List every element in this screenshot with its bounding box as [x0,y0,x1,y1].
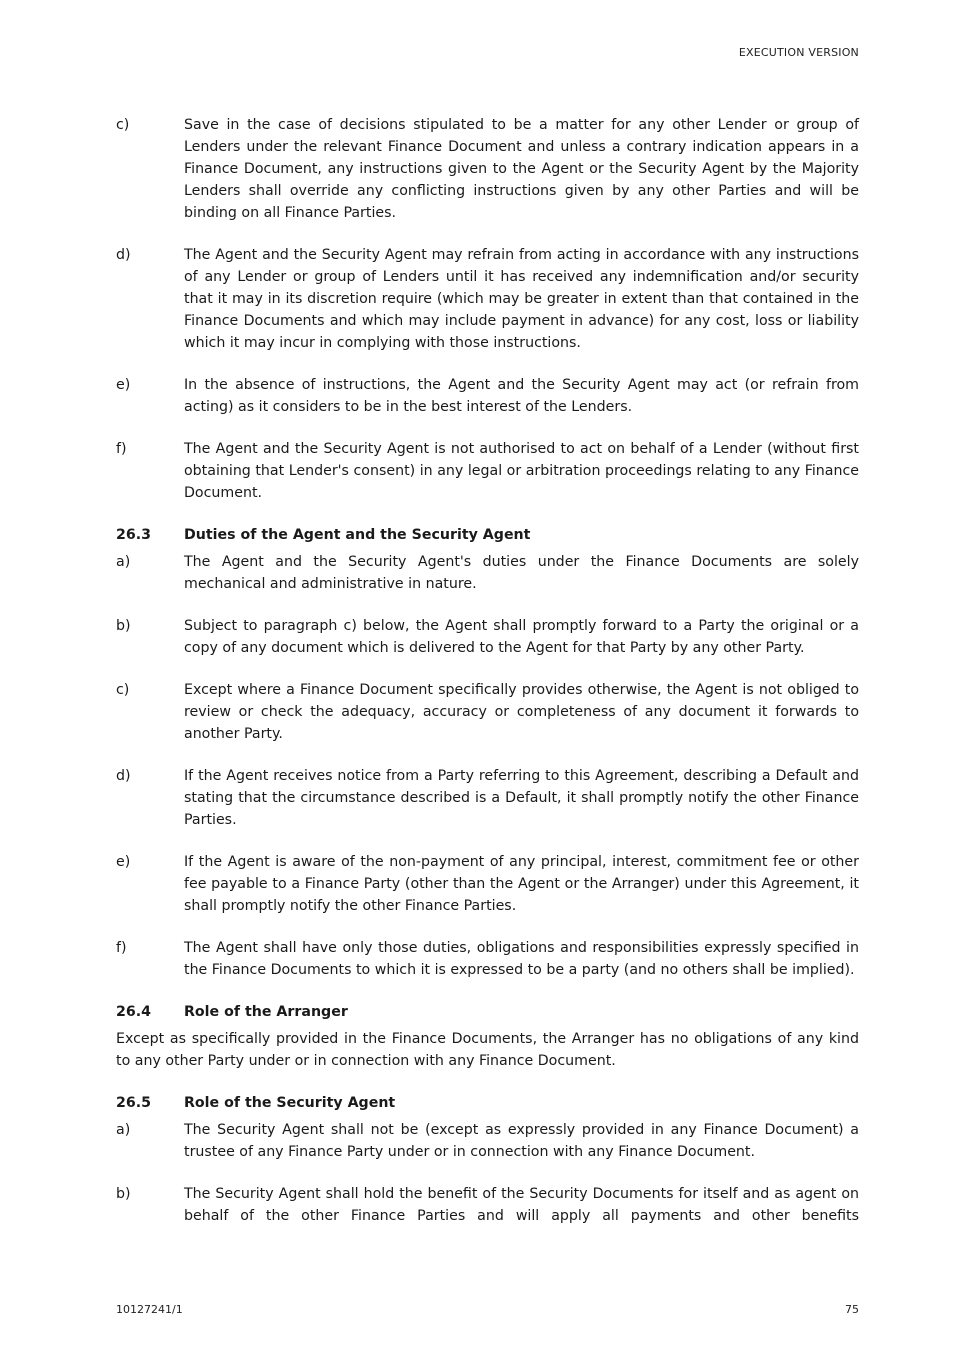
clause-label: f) [116,940,127,956]
section-title: Role of the Arranger [184,1004,348,1020]
clause-label: d) [116,768,131,784]
clause-26-3-a [116,551,859,595]
section-heading-26-4 [116,1001,859,1023]
clause-text: If the Agent is aware of the non-payment of any principal, interest, commitment fee or other fee payable to a Finance Party (other than the Agent or the Arranger) under this Agreement, it shall promptly notify the other Finance Parties. [184,854,859,914]
section-number: 26.3 [116,527,152,543]
section-title: Duties of the Agent and the Security Agent [184,527,531,543]
clause-label: c) [116,682,130,698]
clause-text: The Agent shall have only those duties, obligations and responsibilities expressly specified in the Finance Documents to which it is expressed to be a party (and no others shall be implied). [184,940,859,978]
document-body [116,114,859,1247]
clause-label: c) [116,117,130,133]
clause-26-3-c [116,679,859,745]
header-version-label: EXECUTION VERSION [738,46,859,59]
clause-label: a) [116,554,131,570]
clause-label: f) [116,441,127,457]
clause-text: The Security Agent shall hold the benefit of the Security Documents for itself and as agent on behalf of the other Finance Parties and will apply all payments and other benefits [184,1186,859,1224]
clause-26-2-c [116,114,859,224]
clause-26-5-b [116,1183,859,1227]
section-title: Role of the Security Agent [184,1095,396,1111]
clause-label: d) [116,247,131,263]
clause-text: Except where a Finance Document specifically provides otherwise, the Agent is not obliged to review or check the adequacy, accuracy or completeness of any document it forwards to another Party. [184,682,859,742]
clause-text: In the absence of instructions, the Agent and the Security Agent may act (or refrain from acting) as it considers to be in the best interest of the Lenders. [184,377,859,415]
clause-text: Subject to paragraph c) below, the Agent shall promptly forward to a Party the original or a copy of any document which is delivered to the Agent for that Party by any other Party. [184,618,859,656]
clause-text: The Agent and the Security Agent's duties under the Finance Documents are solely mechanical and administrative in nature. [184,554,859,592]
clause-26-2-f [116,438,859,504]
section-number: 26.5 [116,1095,152,1111]
clause-text: Save in the case of decisions stipulated to be a matter for any other Lender or group of Lenders under the relevant Finance Document and unless a contrary indication appears in a Finance Document, any instructions given to the Agent or the Security Agent by the Majority Lenders shall override any conflicting instructions given by any other Parties and will be binding on all Finance Parties. [184,117,859,221]
section-26-4-paragraph: Except as specifically provided in the Finance Documents, the Arranger has no obligations of any kind to any other Party under or in connection with any Finance Document. [116,1031,859,1069]
clause-label: b) [116,1186,131,1202]
clause-26-2-e [116,374,859,418]
clause-label: e) [116,854,131,870]
clause-26-3-b [116,615,859,659]
clause-26-3-d [116,765,859,831]
clause-26-2-d [116,244,859,354]
clause-26-3-e [116,851,859,917]
clause-label: e) [116,377,131,393]
clause-label: a) [116,1122,131,1138]
clause-text: The Security Agent shall not be (except as expressly provided in any Finance Document) a trustee of any Finance Party under or in connection with any Finance Document. [184,1122,859,1160]
clause-text: The Agent and the Security Agent is not authorised to act on behalf of a Lender (without first obtaining that Lender's consent) in any legal or arbitration proceedings relating to any Finance Document. [184,441,859,501]
clause-text: If the Agent receives notice from a Party referring to this Agreement, describing a Default and stating that the circumstance described is a Default, it shall promptly notify the other Finance Parties. [184,768,859,828]
footer-page-number: 75 [845,1303,859,1316]
section-number: 26.4 [116,1004,152,1020]
clause-text: The Agent and the Security Agent may refrain from acting in accordance with any instructions of any Lender or group of Lenders until it has received any indemnification and/or security that it may in its discretion require (which may be greater in extent than that contained in the Finance Documents and which may include payment in advance) for any cost, loss or liability which it may incur in complying with those instructions. [184,247,859,351]
section-heading-26-3 [116,524,859,546]
clause-26-5-a [116,1119,859,1163]
section-heading-26-5 [116,1092,859,1114]
clause-26-3-f [116,937,859,981]
clause-label: b) [116,618,131,634]
footer-doc-ref: 10127241/1 [116,1303,183,1316]
